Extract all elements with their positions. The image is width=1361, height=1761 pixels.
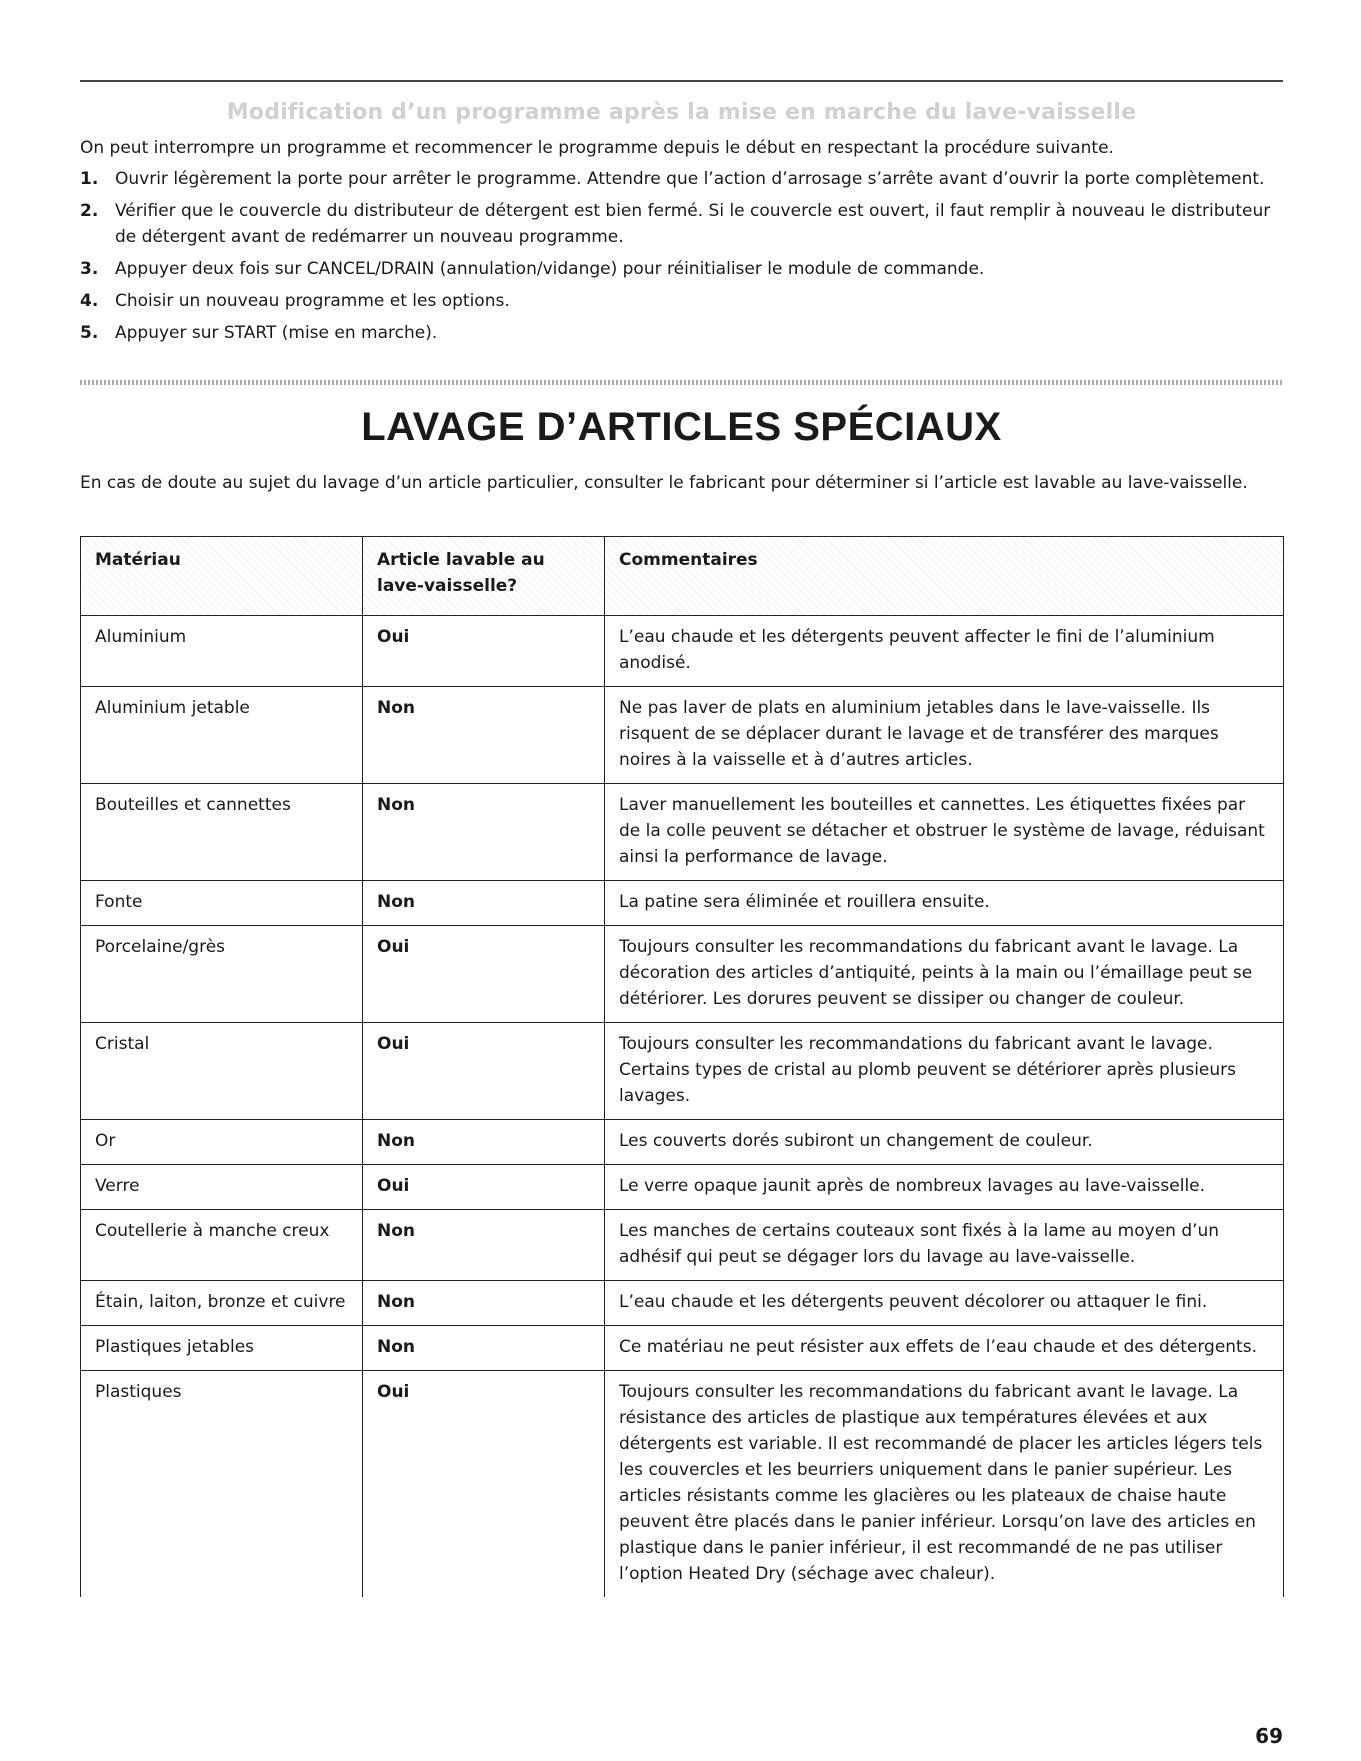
- cell-material: Or: [81, 1120, 363, 1165]
- table-row: [81, 1165, 1284, 1210]
- cell-comments: Toujours consulter les recommandations du fabricant avant le lavage. La résistance des articles de plastique aux températures élevées et aux détergents est variable. Il est recommandé de placer les articles légers tels les couvercles et les beurriers uniquement dans le panier supérieur. Les articles résistants comme les glacières ou les plateaux de chaise haute peuvent être placés dans le panier inférieur. Lorsqu’on lave des articles en plastique dans le panier inférieur, il est recommandé de ne pas utiliser l’option Heated Dry (séchage avec chaleur).: [605, 1371, 1284, 1598]
- cell-material: Aluminium: [81, 616, 363, 687]
- table-row: [81, 1281, 1284, 1326]
- cell-material: Coutellerie à manche creux: [81, 1210, 363, 1281]
- cell-comments: La patine sera éliminée et rouillera ensuite.: [605, 881, 1284, 926]
- cell-comments: Laver manuellement les bouteilles et cannettes. Les étiquettes fixées par de la colle peuvent se détacher et obstruer le système de lavage, réduisant ainsi la performance de lavage.: [605, 784, 1284, 881]
- cell-comments: Toujours consulter les recommandations du fabricant avant le lavage. Certains types de cristal au plomb peuvent se détériorer après plusieurs lavages.: [605, 1023, 1284, 1120]
- step-number: 3.: [80, 259, 99, 279]
- cell-comments: Ne pas laver de plats en aluminium jetables dans le lave-vaisselle. Ils risquent de se déplacer durant le lavage et de transférer des marques noires à la vaisselle et à d’autres articles.: [605, 687, 1284, 784]
- table-row: [81, 881, 1284, 926]
- main-intro: En cas de doute au sujet du lavage d’un article particulier, consulter le fabricant pour déterminer si l’article est lavable au lave-vaisselle.: [80, 473, 1248, 493]
- page-number: 69: [1255, 1724, 1283, 1748]
- cell-safe: Oui: [363, 1023, 605, 1120]
- cell-material: Cristal: [81, 1023, 363, 1120]
- cell-comments: Ce matériau ne peut résister aux effets de l’eau chaude et des détergents.: [605, 1326, 1284, 1371]
- cell-safe: Non: [363, 1120, 605, 1165]
- step-text: Choisir un nouveau programme et les options.: [115, 291, 510, 311]
- cell-material: Étain, laiton, bronze et cuivre: [81, 1281, 363, 1326]
- table-row: [81, 784, 1284, 881]
- cell-safe: Non: [363, 784, 605, 881]
- table-row: [81, 1210, 1284, 1281]
- cell-safe: Non: [363, 687, 605, 784]
- cell-safe: Oui: [363, 926, 605, 1023]
- step-number: 2.: [80, 201, 99, 221]
- step-number: 1.: [80, 169, 99, 189]
- section-title: Modification d’un programme après la mise en marche du lave-vaisselle: [226, 100, 1137, 125]
- step-text: Ouvrir légèrement la porte pour arrêter le programme. Attendre que l’action d’arrosage s’arrête avant d’ouvrir la porte complètement.: [115, 169, 1265, 189]
- list-item: [80, 320, 1283, 346]
- cell-comments: L’eau chaude et les détergents peuvent affecter le fini de l’aluminium anodisé.: [605, 616, 1284, 687]
- list-item: [80, 198, 1283, 250]
- list-item: [80, 166, 1283, 192]
- page-title: LAVAGE D’ARTICLES SPÉCIAUX: [361, 405, 1002, 449]
- cell-material: Aluminium jetable: [81, 687, 363, 784]
- table-header-row: [81, 537, 1284, 616]
- list-item: [80, 256, 1283, 282]
- cell-material: Bouteilles et cannettes: [81, 784, 363, 881]
- header-safe: Article lavable au lave-vaisselle?: [363, 537, 605, 616]
- step-text: Appuyer deux fois sur CANCEL/DRAIN (annulation/vidange) pour réinitialiser le module de commande.: [115, 259, 985, 279]
- table-row: [81, 1371, 1284, 1598]
- section-intro: On peut interrompre un programme et recommencer le programme depuis le début en respectant la procédure suivante.: [80, 138, 1114, 158]
- cell-safe: Oui: [363, 616, 605, 687]
- cell-material: Porcelaine/grès: [81, 926, 363, 1023]
- header-material: Matériau: [81, 537, 363, 616]
- special-articles-table: [80, 536, 1284, 1597]
- step-text: Vérifier que le couvercle du distributeur de détergent est bien fermé. Si le couvercle est ouvert, il faut remplir à nouveau le distributeur de détergent avant de redémarrer un nouveau programme.: [115, 201, 1271, 247]
- cell-safe: Non: [363, 1210, 605, 1281]
- step-text: Appuyer sur START (mise en marche).: [115, 323, 438, 343]
- cell-comments: Le verre opaque jaunit après de nombreux lavages au lave-vaisselle.: [605, 1165, 1284, 1210]
- cell-comments: L’eau chaude et les détergents peuvent décolorer ou attaquer le fini.: [605, 1281, 1284, 1326]
- section-divider: [80, 380, 1283, 385]
- cell-safe: Non: [363, 881, 605, 926]
- table-row: [81, 1023, 1284, 1120]
- table-row: [81, 687, 1284, 784]
- table-row: [81, 926, 1284, 1023]
- step-number: 4.: [80, 291, 99, 311]
- cell-safe: Non: [363, 1326, 605, 1371]
- cell-comments: Toujours consulter les recommandations du fabricant avant le lavage. La décoration des articles d’antiquité, peints à la main ou l’émaillage peut se détériorer. Les dorures peuvent se dissiper ou changer de couleur.: [605, 926, 1284, 1023]
- cell-material: Plastiques: [81, 1371, 363, 1598]
- step-number: 5.: [80, 323, 99, 343]
- cell-safe: Oui: [363, 1165, 605, 1210]
- cell-safe: Oui: [363, 1371, 605, 1598]
- table-row: [81, 1326, 1284, 1371]
- steps-list: [80, 166, 1283, 352]
- cell-material: Verre: [81, 1165, 363, 1210]
- table-row: [81, 616, 1284, 687]
- cell-comments: Les couverts dorés subiront un changement de couleur.: [605, 1120, 1284, 1165]
- header-comments: Commentaires: [605, 537, 1284, 616]
- list-item: [80, 288, 1283, 314]
- top-rule: [80, 80, 1283, 82]
- cell-comments: Les manches de certains couteaux sont fixés à la lame au moyen d’un adhésif qui peut se dégager lors du lavage au lave-vaisselle.: [605, 1210, 1284, 1281]
- cell-material: Plastiques jetables: [81, 1326, 363, 1371]
- cell-safe: Non: [363, 1281, 605, 1326]
- table-row: [81, 1120, 1284, 1165]
- cell-material: Fonte: [81, 881, 363, 926]
